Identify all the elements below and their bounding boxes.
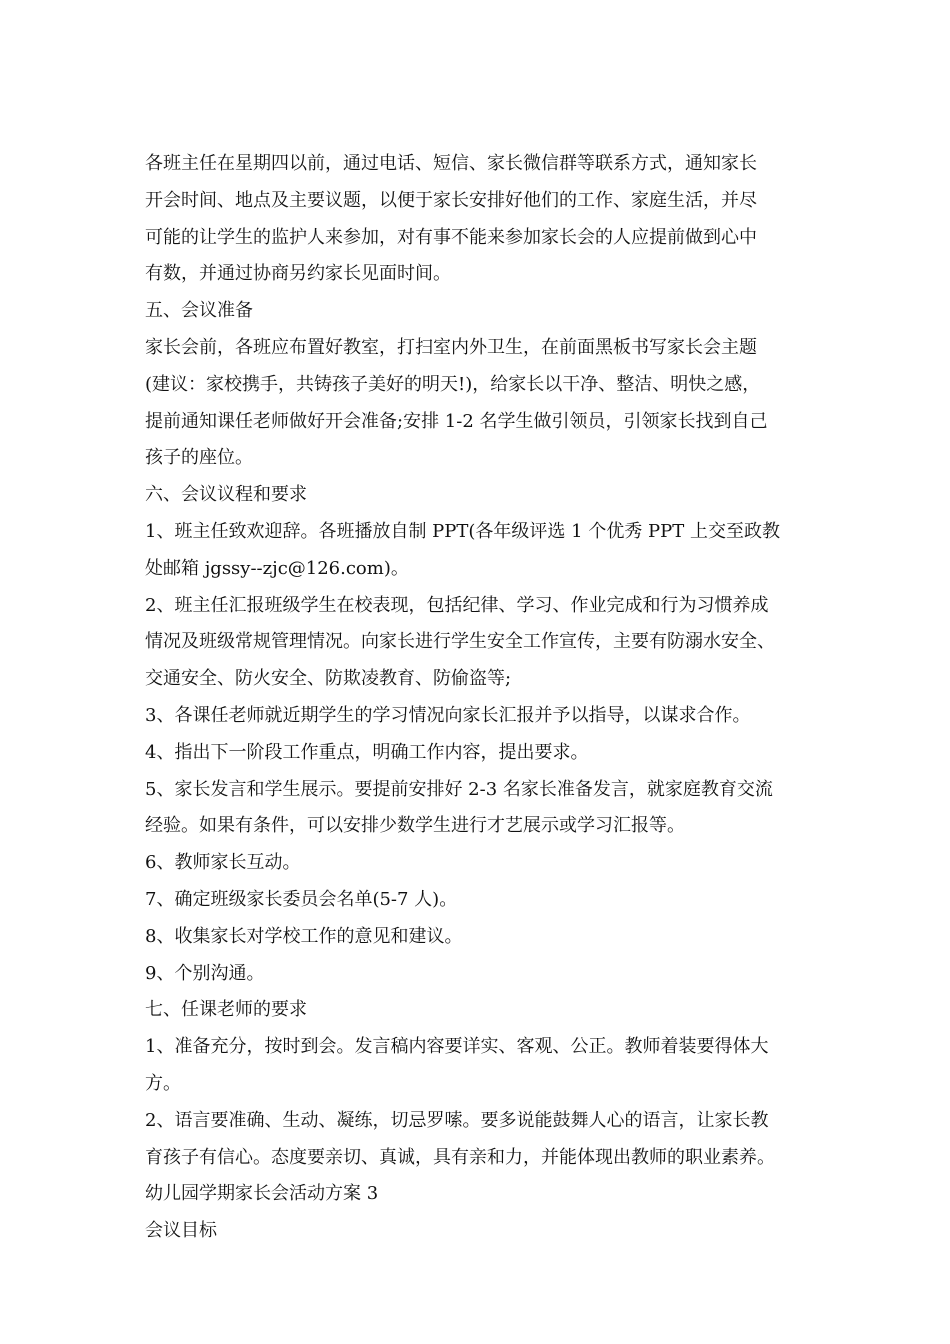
section-heading-meeting-goals: 会议目标 [145,1220,217,1242]
section-heading-teacher-requirements: 七、任课老师的要求 [145,999,307,1021]
agenda-item-2-line-2: 情况及班级常规管理情况。向家长进行学生安全工作宣传，主要有防溺水安全、 [145,631,775,653]
agenda-item-2-line-1: 2、班主任汇报班级学生在校表现，包括纪律、学习、作业完成和行为习惯养成 [145,594,769,616]
agenda-item-8: 8、收集家长对学校工作的意见和建议。 [145,925,463,947]
section-heading-meeting-preparation: 五、会议准备 [145,300,253,322]
paragraph-preparation-line-2: (建议：家校携手，共铸孩子美好的明天!)，给家长以干净、整洁、明快之感， [145,373,761,395]
agenda-item-6: 6、教师家长互动。 [145,852,301,874]
paragraph-preparation-line-3: 提前通知课任老师做好开会准备;安排 1-2 名学生做引领员，引领家长找到自己 [145,410,768,432]
requirement-item-2-line-2: 育孩子有信心。态度要亲切、真诚，具有亲和力，并能体现出教师的职业素养。 [145,1146,775,1168]
document-page [145,146,825,1250]
plan-title: 幼儿园学期家长会活动方案 3 [145,1183,379,1205]
agenda-item-3: 3、各课任老师就近期学生的学习情况向家长汇报并予以指导，以谋求合作。 [145,704,751,726]
agenda-item-5-line-2: 经验。如果有条件，可以安排少数学生进行才艺展示或学习汇报等。 [145,815,685,837]
requirement-item-2-line-1: 2、语言要准确、生动、凝练，切忌罗嗦。要多说能鼓舞人心的语言，让家长教 [145,1109,769,1131]
requirement-item-1-line-1: 1、准备充分，按时到会。发言稿内容要详实、客观、公正。教师着装要得体大 [145,1036,769,1058]
paragraph-notify-parents-line-3: 可能的让学生的监护人来参加，对有事不能来参加家长会的人应提前做到心中 [145,226,757,248]
paragraph-notify-parents-line-2: 开会时间、地点及主要议题，以便于家长安排好他们的工作、家庭生活，并尽 [145,189,757,211]
agenda-item-4: 4、指出下一阶段工作重点，明确工作内容，提出要求。 [145,741,589,763]
section-heading-agenda: 六、会议议程和要求 [145,484,307,506]
paragraph-preparation-line-4: 孩子的座位。 [145,447,253,469]
paragraph-preparation-line-1: 家长会前，各班应布置好教室，打扫室内外卫生，在前面黑板书写家长会主题 [145,336,757,358]
agenda-item-1-line-1: 1、班主任致欢迎辞。各班播放自制 PPT(各年级评选 1 个优秀 PPT 上交至政教 [145,520,780,542]
agenda-item-7: 7、确定班级家长委员会名单(5-7 人)。 [145,888,458,910]
agenda-item-1-line-2: 处邮箱 jgssy--zjc@126.com)。 [145,557,409,579]
agenda-item-5-line-1: 5、家长发言和学生展示。要提前安排好 2-3 名家长准备发言，就家庭教育交流 [145,778,773,800]
paragraph-notify-parents-line-1: 各班主任在星期四以前，通过电话、短信、家长微信群等联系方式，通知家长 [145,153,757,174]
paragraph-notify-parents-line-4: 有数，并通过协商另约家长见面时间。 [145,263,451,285]
requirement-item-1-line-2: 方。 [145,1072,181,1094]
agenda-item-9: 9、个别沟通。 [145,962,265,984]
agenda-item-2-line-3: 交通安全、防火安全、防欺凌教育、防偷盗等; [145,668,512,690]
